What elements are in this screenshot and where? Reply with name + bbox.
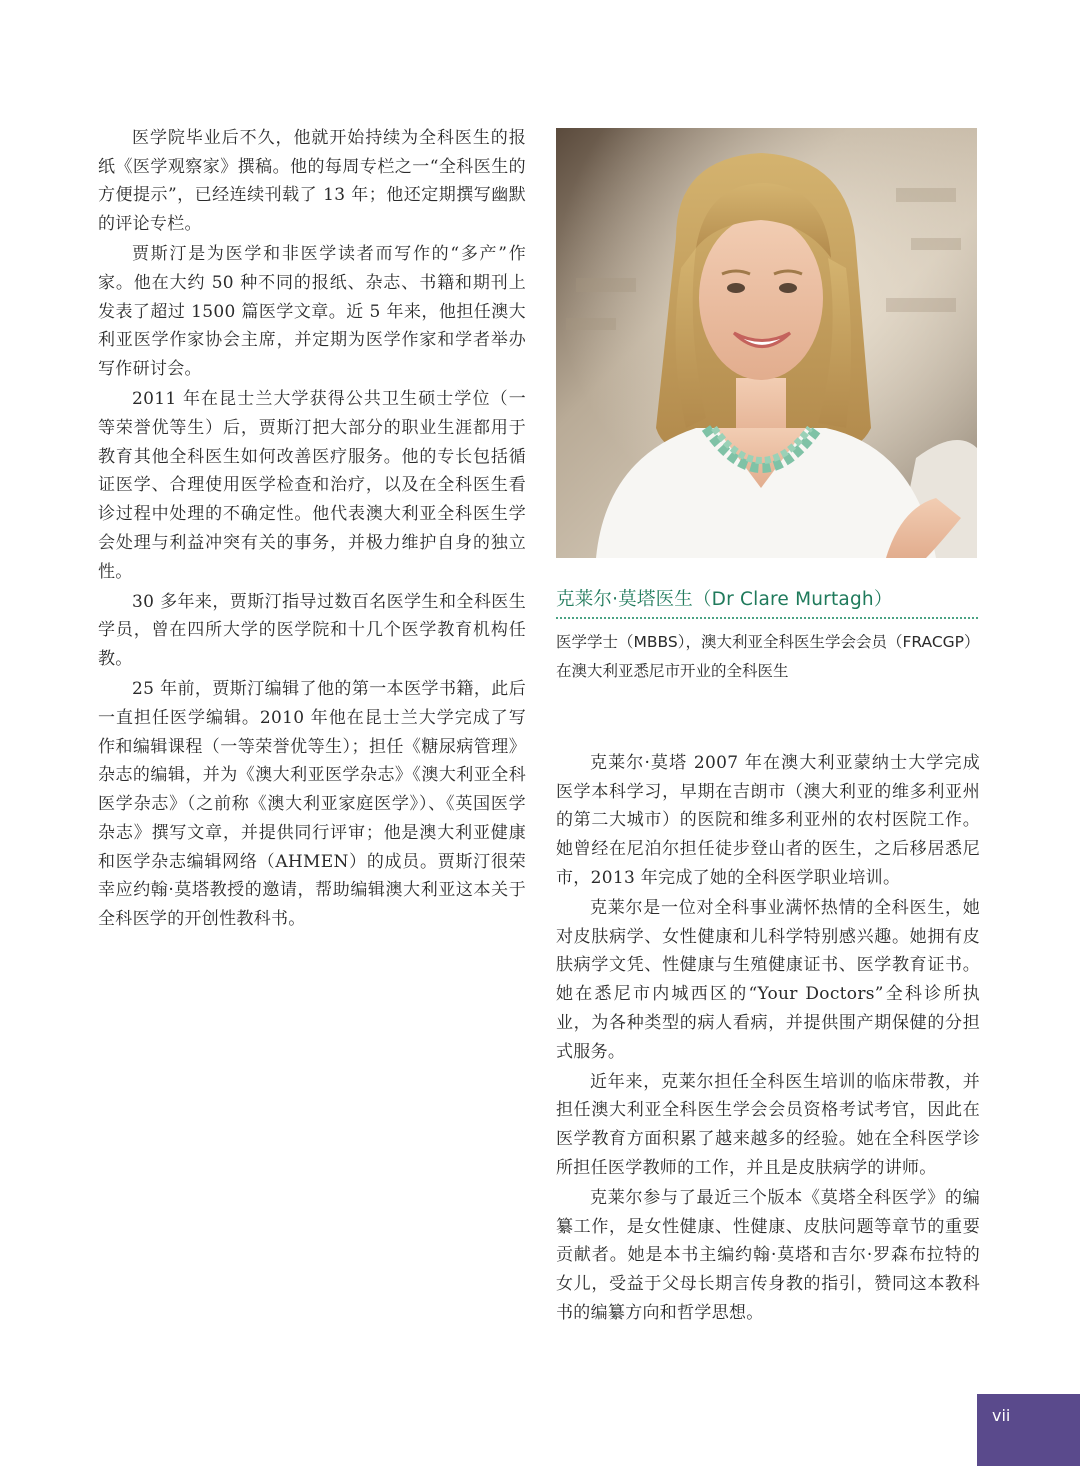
page-number-tab [977, 1394, 1080, 1466]
left-column-text [98, 124, 526, 934]
credential-line: 在澳大利亚悉尼市开业的全科医生 [556, 662, 789, 680]
paragraph: 25 年前，贾斯汀编辑了他的第一本医学书籍，此后一直担任医学编辑。2010 年他在昆士兰大学完成了写作和编辑课程（一等荣誉优等生）；担任《糖尿病管理》杂志的编辑，并为《澳大利亚医学杂志》《澳大利亚全科医学杂志》（之前称《澳大利亚家庭医学》）、《英国医学杂志》撰写文章，并提供同行评审；他是澳大利亚健康和医学杂志编辑网络（AHMEN）的成员。贾斯汀很荣幸应约翰·莫塔教授的邀请，帮助编辑澳大利亚这本关于全科医学的开创性教科书。 [98, 679, 527, 929]
paragraph: 克莱尔参与了最近三个版本《莫塔全科医学》的编纂工作，是女性健康、性健康、皮肤问题等章节的重要贡献者。她是本书主编约翰·莫塔和吉尔·罗森布拉特的女儿，受益于父母长期言传身教的指引，赞同这本教科书的编纂方向和哲学思想。 [556, 1188, 980, 1323]
profile-credentials [556, 628, 986, 686]
paragraph: 克莱尔是一位对全科事业满怀热情的全科医生，她对皮肤病学、女性健康和儿科学特别感兴趣。她拥有皮肤病学文凭、性健康与生殖健康证书、医学教育证书。她在悉尼市内城西区的“Your Doctors”全科诊所执业，为各种类型的病人看病，并提供围产期保健的分担式服务。 [556, 898, 980, 1062]
paragraph: 近年来，克莱尔担任全科医生培训的临床带教，并担任澳大利亚全科医生学会会员资格考试考官，因此在医学教育方面积累了越来越多的经验。她在全科医学诊所担任医学教师的工作，并且是皮肤病学的讲师。 [556, 1071, 980, 1178]
dotted-divider [556, 617, 978, 619]
right-column-text [556, 749, 980, 1328]
paragraph: 医学院毕业后不久，他就开始持续为全科医生的报纸《医学观察家》撰稿。他的每周专栏之一“全科医生的方便提示”，已经连续刊载了 13 年；他还定期撰写幽默的评论专栏。 [98, 128, 526, 235]
paragraph: 贾斯汀是为医学和非医学读者而写作的“多产”作家。他在大约 50 种不同的报纸、杂志、书籍和期刊上发表了超过 1500 篇医学文章。近 5 年来，他担任澳大利亚医学作家协会主席，并定期为医学作家和学者举办写作研讨会。 [98, 244, 526, 380]
credential-line: 医学学士（MBBS），澳大利亚全科医生学会会员（FRACGP） [556, 633, 980, 651]
portrait-photo [556, 128, 977, 558]
paragraph: 30 多年来，贾斯汀指导过数百名医学生和全科医生学员，曾在四所大学的医学院和十几个医学教育机构任教。 [98, 591, 527, 670]
paragraph: 2011 年在昆士兰大学获得公共卫生硕士学位（一等荣誉优等生）后，贾斯汀把大部分的职业生涯都用于教育其他全科医生如何改善医疗服务。他的专长包括循证医学、合理使用医学检查和治疗，以及在全科医生看诊过程中处理的不确定性。他代表澳大利亚全科医生学会处理与利益冲突有关的事务，并极力维护自身的独立性。 [98, 389, 526, 582]
profile-name: 克莱尔·莫塔医生（Dr Clare Murtagh） [556, 589, 893, 610]
paragraph: 克莱尔·莫塔 2007 年在澳大利亚蒙纳士大学完成医学本科学习，早期在吉朗市（澳大利亚的维多利亚州的第二大城市）的医院和维多利亚州的农村医院工作。她曾经在尼泊尔担任徒步登山者的医生，之后移居悉尼市，2013 年完成了她的全科医学职业培训。 [556, 753, 980, 888]
page-number: vii [992, 1406, 1011, 1425]
